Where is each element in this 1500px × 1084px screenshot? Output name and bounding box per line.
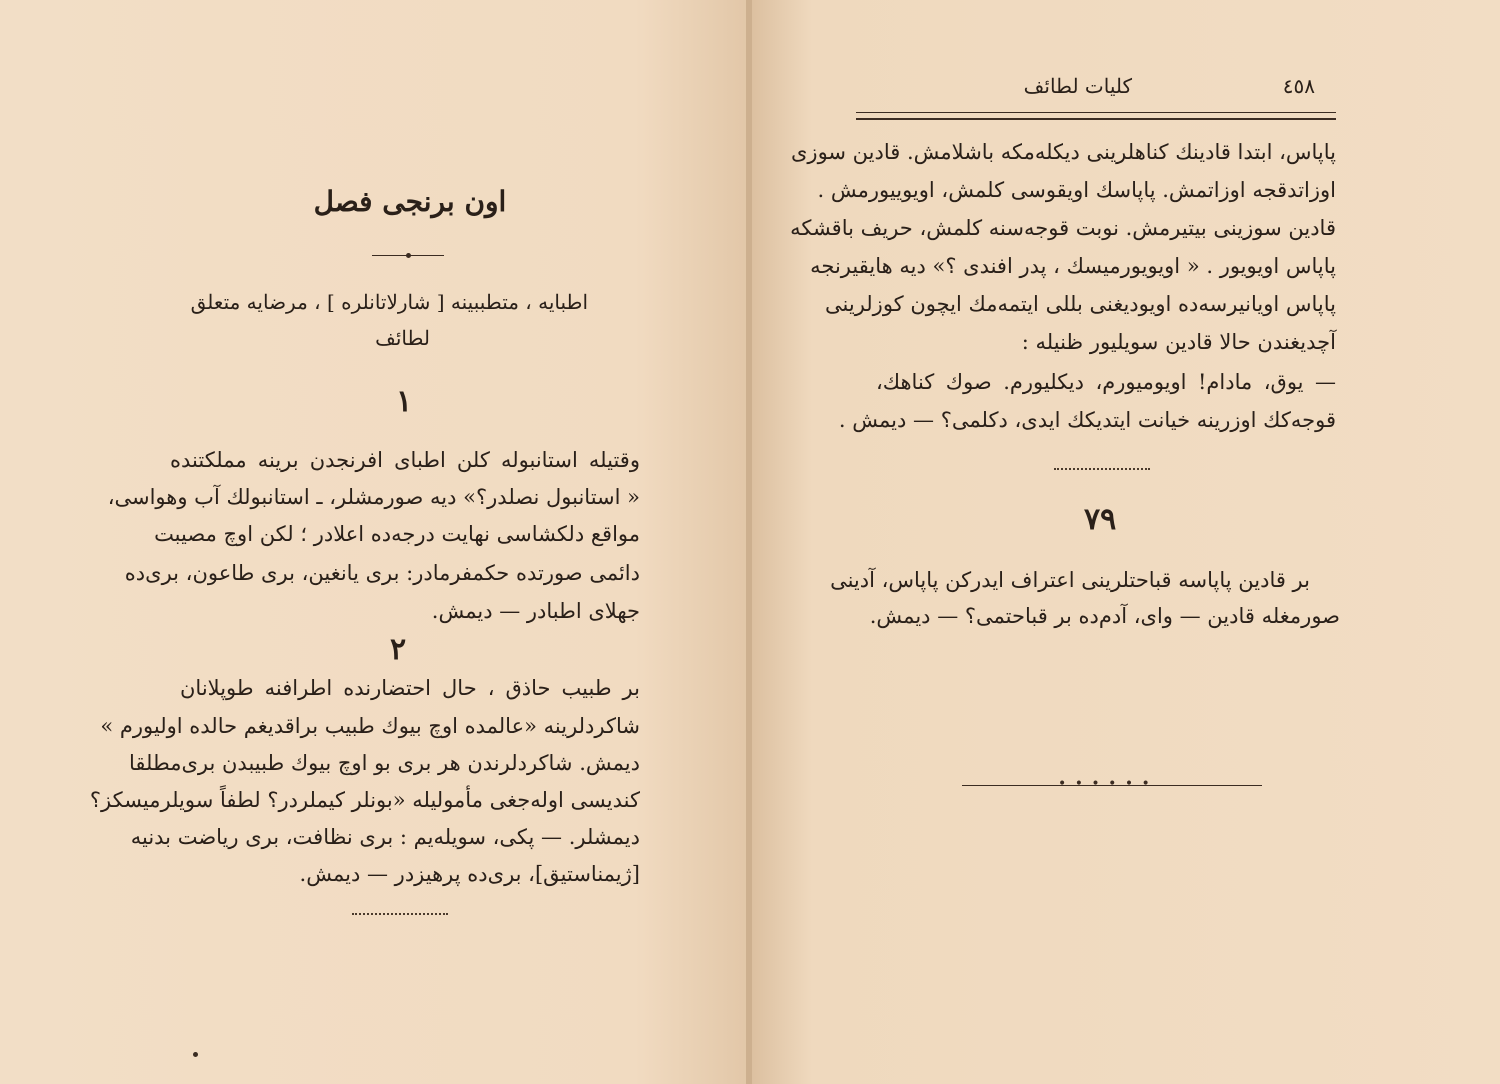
header-rule-bottom [856,118,1336,120]
chapter-subtitle-line2: لطائف [375,326,430,350]
story-line: پاپاس اویانیرسه‌ده اویودیغنی بللی ایتمه‌مك ایچون کوزلرینی [825,292,1336,316]
page-mark-dot [193,1052,198,1057]
section-1-line: جهلای اطبادر — دیمش. [431,599,640,623]
story-line: قوجه‌كك اوزرینه خیانت ایتدیکك ایدی، دکلمی؟ — دیمش . [838,408,1336,432]
section-2-line: شاکردلرینه «عالمده اوچ بیوك طبیب براقدیغم حالده اولیورم » [100,714,640,738]
story-line: آچدیغندن حالا قادین سویلیور ظنیله : [1021,330,1336,354]
header-rule-top [856,112,1336,113]
section-1-line: « استانبول نصلدر؟» دیه صورمشلر، ـ استانبولك آب وهواسی، [107,485,640,509]
section-79-line: صورمغله قادین — وای، آدم‌ده بر قباحتمی؟ — دیمش. [869,604,1340,628]
story-line: پاپاس اویویور . « اویویورمیسك ، پدر افندی ؟» دیه هایقیرنجه [810,254,1336,278]
story-line: — یوق، مادام! اویومیورم، دیکلیورم. صوك کناهك، [876,370,1336,394]
left-page [0,0,748,1084]
end-ornament-dots: • • • • • • [1058,776,1152,792]
page-number: ٤٥٨ [1282,74,1315,98]
running-title: کلیات لطائف [1023,74,1132,98]
section-2-line: دیمشلر. — پکی، سویله‌یم : بری نظافت، بری ریاضت بدنیه [130,825,640,849]
chapter-subtitle-line1: اطبایه ، متطببینه [ شارلاتانلره ] ، مرضایه متعلق [190,290,588,314]
chapter-title: اون برنجی فصل [313,185,507,218]
section-number-1: ١ [396,384,413,419]
section-2-line: بر طبیب حاذق ، حال احتضارنده اطرافنه طوپلانان [180,676,640,700]
story-line: پاپاس، ابتدا قادینك کناهلرینی دیکله‌مکه باشلامش. قادین سوزی [790,140,1336,164]
right-page [752,0,1500,1084]
section-1-line: مواقع دلکشاسی نهایت درجه‌ده اعلادر ؛ لکن اوچ مصیبت [154,522,640,546]
section-2-line: دیمش. شاکردلرندن هر بری بو اوچ بیوك طبیبدن بری‌مطلقا [129,751,640,775]
section-1-line: وقتیله استانبوله کلن اطبای افرنجدن برینه مملکتنده [170,448,640,472]
story-line: اوزاتدقجه اوزاتمش. پاپاسك اویقوسی کلمش، اویوییورمش . [817,178,1336,202]
section-1-line: دائمی صورتده حکمفرمادر: بری یانغین، بری طاعون، بری‌ده [124,561,640,585]
section-79-line: بر قادین پاپاسه قباحتلرینی اعتراف ایدرکن پاپاس، آدینی [830,568,1310,592]
section-end-ornament [1054,460,1150,470]
section-2-line: [ژیمناستیق]، بری‌ده پرهیزدر — دیمش. [299,862,640,886]
section-number-2: ٢ [390,632,407,667]
story-line: قادین سوزینی بیتیرمش. نوبت قوجه‌سنه کلمش، حریف باقشکه [790,216,1336,240]
section-2-line: کندیسی اوله‌جغی مأمولیله «بونلر کیملردر؟ لطفاً سویلرمیسکز؟ [89,788,640,812]
chapter-ornament-dot [406,253,411,258]
section-number-79: ٧٩ [1084,502,1117,537]
section-end-ornament [352,905,448,915]
